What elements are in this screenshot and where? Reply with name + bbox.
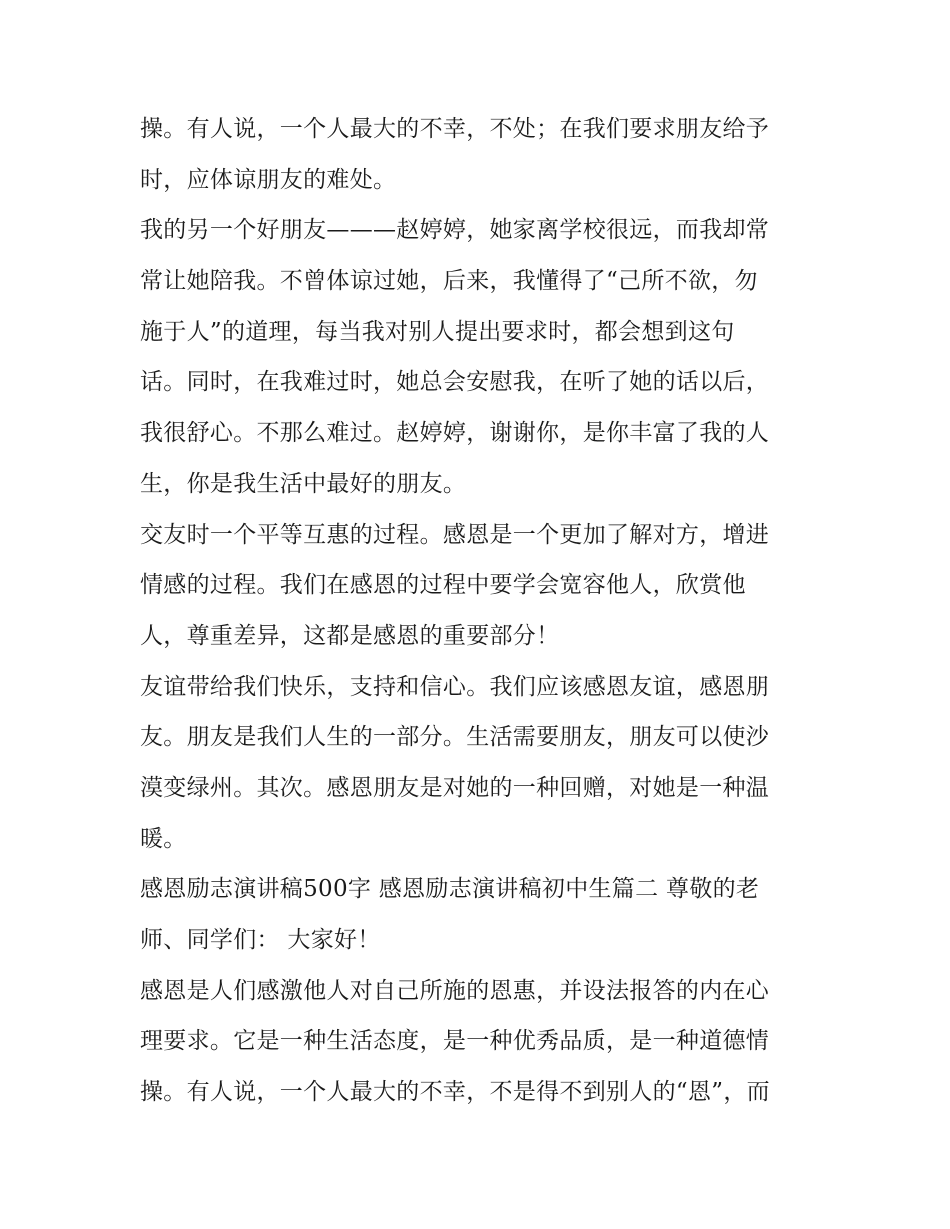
text-line: 话。同时，在我难过时，她总会安慰我，在听了她的话以后， <box>140 369 770 396</box>
text-line: 操。有人说，一个人最大的不幸，不是得不到别人的“恩”，而 <box>140 1079 770 1106</box>
text-line: 理要求。它是一种生活态度，是一种优秀品质，是一种道德情 <box>140 1028 770 1055</box>
text-line: 暖。 <box>140 825 187 852</box>
text-line: 感恩是人们感激他人对自己所施的恩惠，并设法报答的内在心 <box>140 977 770 1004</box>
document-body <box>140 104 815 1118</box>
text-line: 交友时一个平等互惠的过程。感恩是一个更加了解对方，增进 <box>140 521 770 548</box>
text-line: 师、同学们： 大家好！ <box>140 927 381 953</box>
text-line: 人，尊重差异，这都是感恩的重要部分！ <box>140 622 560 649</box>
text-line: 情感的过程。我们在感恩的过程中要学会宽容他人，欣赏他 <box>140 572 746 599</box>
text-line: 漠变绿州。其次。感恩朋友是对她的一种回赠，对她是一种温 <box>140 774 770 801</box>
text-line: 施于人”的道理，每当我对别人提出要求时，都会想到这句 <box>140 318 735 345</box>
text-line: 我很舒心。不那么难过。赵婷婷，谢谢你，是你丰富了我的人 <box>140 420 770 447</box>
text-line: 我的另一个好朋友———赵婷婷，她家离学校很远，而我却常 <box>140 217 770 244</box>
text-line: 时，应体谅朋友的难处。 <box>140 166 397 193</box>
text-line: 操。有人说，一个人最大的不幸，不处；在我们要求朋友给予 <box>140 116 770 142</box>
text-line: 常让她陪我。不曾体谅过她，后来，我懂得了“己所不欲，勿 <box>140 268 758 295</box>
text-line: 感恩励志演讲稿500字 感恩励志演讲稿初中生篇二 尊敬的老 <box>140 876 760 903</box>
text-line: 友。朋友是我们人生的一部分。生活需要朋友，朋友可以使沙 <box>140 724 770 751</box>
text-line: 友谊带给我们快乐，支持和信心。我们应该感恩友谊，感恩朋 <box>140 673 770 700</box>
text-line: 生，你是我生活中最好的朋友。 <box>140 470 467 497</box>
